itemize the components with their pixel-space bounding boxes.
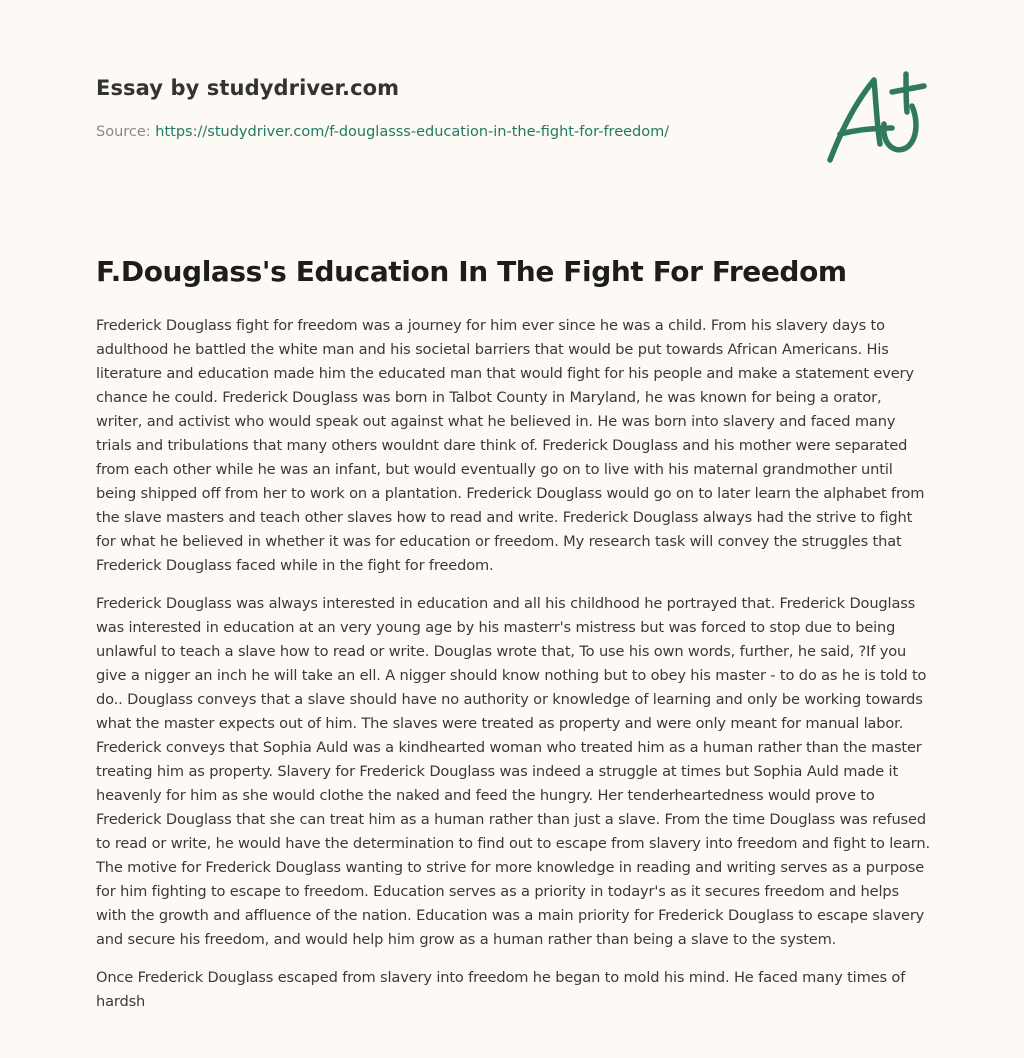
article-paragraph: Frederick Douglass was always interested in education and all his childhood he portrayed that. Frederick Douglass was interested in education at an very young age by his masterr's mistress but was forced to stop due to being unlawful to teach a slave how to read or write. Douglas wrote that, To use his own words, further, he said, ?If you give a nigger an inch he will take an ell. A nigger should know nothing but to obey his master - to do as he is told to do.. Douglass conveys that a slave should have no authority or knowledge of learning and only be working towards what the master expects out of him. The slaves were treated as property and were only meant for manual labor. Frederick conveys that Sophia Auld was a kindhearted woman who treated him as a human rather than the master treating him as property. Slavery for Frederick Douglass was indeed a struggle at times but Sophia Auld made it heavenly for him as she would clothe the naked and feed the hungry. Her tenderheartedness would prove to Frederick Douglass that she can treat him as a human rather than just a slave. From the time Douglass was refused to read or write, he would have the determination to find out to escape from slavery into freedom and fight to learn. The motive for Frederick Douglass wanting to strive for more knowledge in reading and writing serves as a purpose for him fighting to escape to freedom. Education serves as a priority in todayr's as it secures freedom and helps with the growth and affluence of the nation. Education was a main priority for Frederick Douglass to escape slavery and secure his freedom, and would help him grow as a human rather than being a slave to the system. (96, 595, 930, 948)
article-body (96, 314, 932, 1028)
article-paragraph: Frederick Douglass fight for freedom was a journey for him ever since he was a child. From his slavery days to adulthood he battled the white man and his societal barriers that would be put towards African Americans. His literature and education made him the educated man that would fight for his people and make a statement every chance he could. Frederick Douglass was born in Talbot County in Maryland, he was known for being a orator, writer, and activist who would speak out against what he believed in. He was born into slavery and faced many trials and tribulations that many others wouldnt dare think of. Frederick Douglass and his mother were separated from each other while he was an infant, but would eventually go on to live with his maternal grandmother until being shipped off from her to work on a plantation. Frederick Douglass would go on to later learn the alphabet from the slave masters and teach other slaves how to read and write. Frederick Douglass always had the strive to fight for what he believed in whether it was for education or freedom. My research task will convey the struggles that Frederick Douglass faced while in the fight for freedom. (96, 317, 925, 574)
source-line (96, 124, 669, 140)
page-header (0, 0, 1024, 230)
source-label: Source: (96, 124, 156, 140)
a-plus-grade-icon (822, 68, 932, 168)
article-title: F.Douglass's Education In The Fight For Freedom (96, 255, 847, 288)
source-link[interactable]: https://studydriver.com/f-douglasss-education-in-the-fight-for-freedom/ (155, 124, 670, 140)
site-title: Essay by studydriver.com (96, 76, 400, 100)
article-paragraph: Once Frederick Douglass escaped from slavery into freedom he began to mold his mind. He faced many times of hardsh (96, 969, 906, 1010)
